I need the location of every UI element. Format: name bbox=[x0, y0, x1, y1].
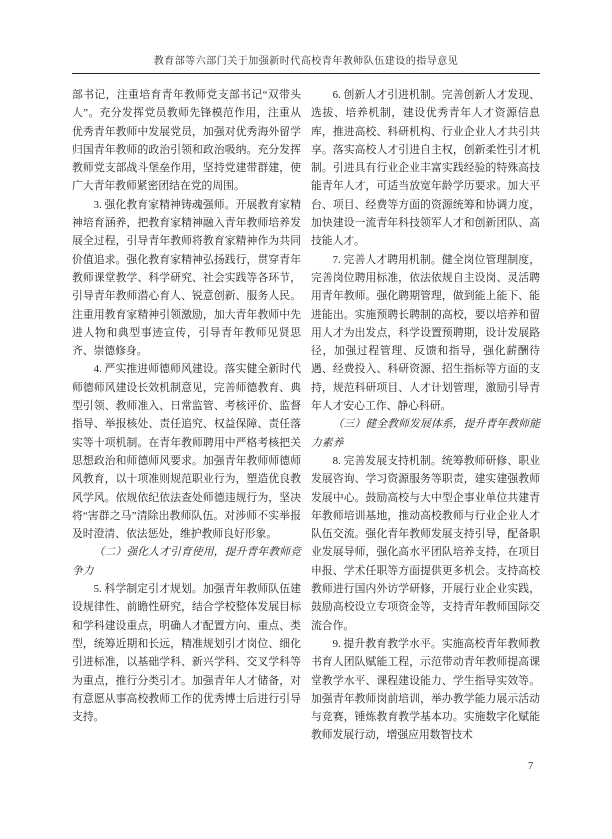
paragraph-item-7: 7. 完善人才聘用机制。健全岗位管理制度，完善岗位聘用标准，依法依规自主设岗、灵活聘用青年教师。强化聘期管理，做到能上能下、能进能出。实施预聘长聘制的高校，要以培养和留用人才为出发点，科学设置预聘期，设计发展路径，加强过程管理、反馈和指导，强化薪酬待遇、经费投入、科研资源、招生指标等方面的支持，规范科研项目、人才计划管理，激励引导青年人才安心工作、静心科研。 bbox=[311, 253, 540, 413]
section-heading-2: （二）强化人才引育使用，提升青年教师竞争力 bbox=[72, 546, 301, 577]
page-header-title: 教育部等六部门关于加强新时代高校青年教师队伍建设的指导意见 bbox=[153, 56, 459, 67]
paragraph-item-4: 4. 严实推进师德师风建设。落实健全新时代师德师风建设长效机制意见，完善师德教育、典型引领、教师准入、日常监管、考核评价、监督指导、举报核处、责任追究、权益保障、责任落实等十项机制。在青年教师聘用中严格考核把关思想政治和师德师风要求。加强青年教师师德师风教育，以十项准则规范职业行为，塑造优良教风学风。依规依纪依法查处师德违规行为，坚决将“害群之马”清除出教师队伍。对涉师不实举报及时澄清、依法惩处，维护教师良好形象。 bbox=[72, 363, 301, 541]
paragraph-item-9: 9. 提升教育教学水平。实施高校青年教师教书育人团队赋能工程，示范带动青年教师提高课堂教学水平、课程建设能力、学生指导实效等。加强青年教师岗前培训，举办教学能力展示活动与竞赛，锤炼教育教学基本功。实施数字化赋能教师发展行动，增强应用数智技术 bbox=[311, 637, 540, 742]
text-columns bbox=[72, 86, 540, 745]
paragraph-item-3: 3. 强化教育家精神铸魂强师。开展教育家精神培育涵养，把教育家精神融入青年教师培养发展全过程，引导青年教师将教育家精神作为共同价值追求。强化教育家精神弘扬践行，贯穿青年教师课堂教学、科学研究、社会实践等各环节，引导青年教师潜心育人、锐意创新、服务人民。注重用教育家精神引领激励，加大青年教师中先进人物和典型事迹宣传，引导青年教师见贤思齐、崇德修身。 bbox=[72, 198, 301, 358]
left-column bbox=[72, 86, 301, 745]
paragraph-continuation: 部书记，注重培育青年教师党支部书记“双带头人”。充分发挥党员教师先锋模范作用，注重从优秀青年教师中发展党员，加强对优秀海外留学归国青年教师的政治引领和政治吸纳。充分发挥教师党支部战斗堡垒作用，坚持党建带群建，使广大青年教师紧密团结在党的周围。 bbox=[72, 89, 301, 193]
paragraph-item-5: 5. 科学制定引才规划。加强青年教师队伍建设规律性、前瞻性研究，结合学校整体发展目标和学科建设重点，明确人才配置方向、重点、类型，统筹近期和长远，精准规划引才岗位、细化引进标准，以基础学科、新兴学科、交叉学科等为重点，推行分类引才。加强青年人才储备，对有意愿从事高校教师工作的优秀博士后进行引导支持。 bbox=[72, 583, 301, 724]
paragraph-item-6: 6. 创新人才引进机制。完善创新人才发现、选拔、培养机制，建设优秀青年人才资源信息库，推进高校、科研机构、行业企业人才共引共享。落实高校人才引进自主权，创新柔性引才机制。引进具有行业企业丰富实践经验的特殊高技能青年人才，可适当放宽年龄学历要求。加大平台、项目、经费等方面的资源统筹和协调力度，加快建设一流青年科技领军人才和创新团队、高技能人才。 bbox=[311, 89, 540, 248]
page-header bbox=[72, 52, 540, 67]
section-heading-3: （三）健全教师发展体系，提升青年教师能力素养 bbox=[311, 418, 540, 449]
page-number: 7 bbox=[528, 761, 534, 772]
header-rule bbox=[72, 73, 540, 74]
paragraph-item-8: 8. 完善发展支持机制。统筹教师研修、职业发展咨询、学习资源服务等职责，建实建强教师发展中心。鼓励高校与大中型企事业单位共建青年教师培训基地，推动高校教师与行业企业人才队伍交流。强化青年教师发展支持引导，配备职业发展导师，强化高水平团队培养支持，在项目申报、学术任职等方面提供更多机会。支持高校教师进行国内外访学研修，开展行业企业实践，鼓励高校设立专项资金等，支持青年教师国际交流合作。 bbox=[311, 454, 540, 632]
right-column bbox=[311, 86, 540, 745]
